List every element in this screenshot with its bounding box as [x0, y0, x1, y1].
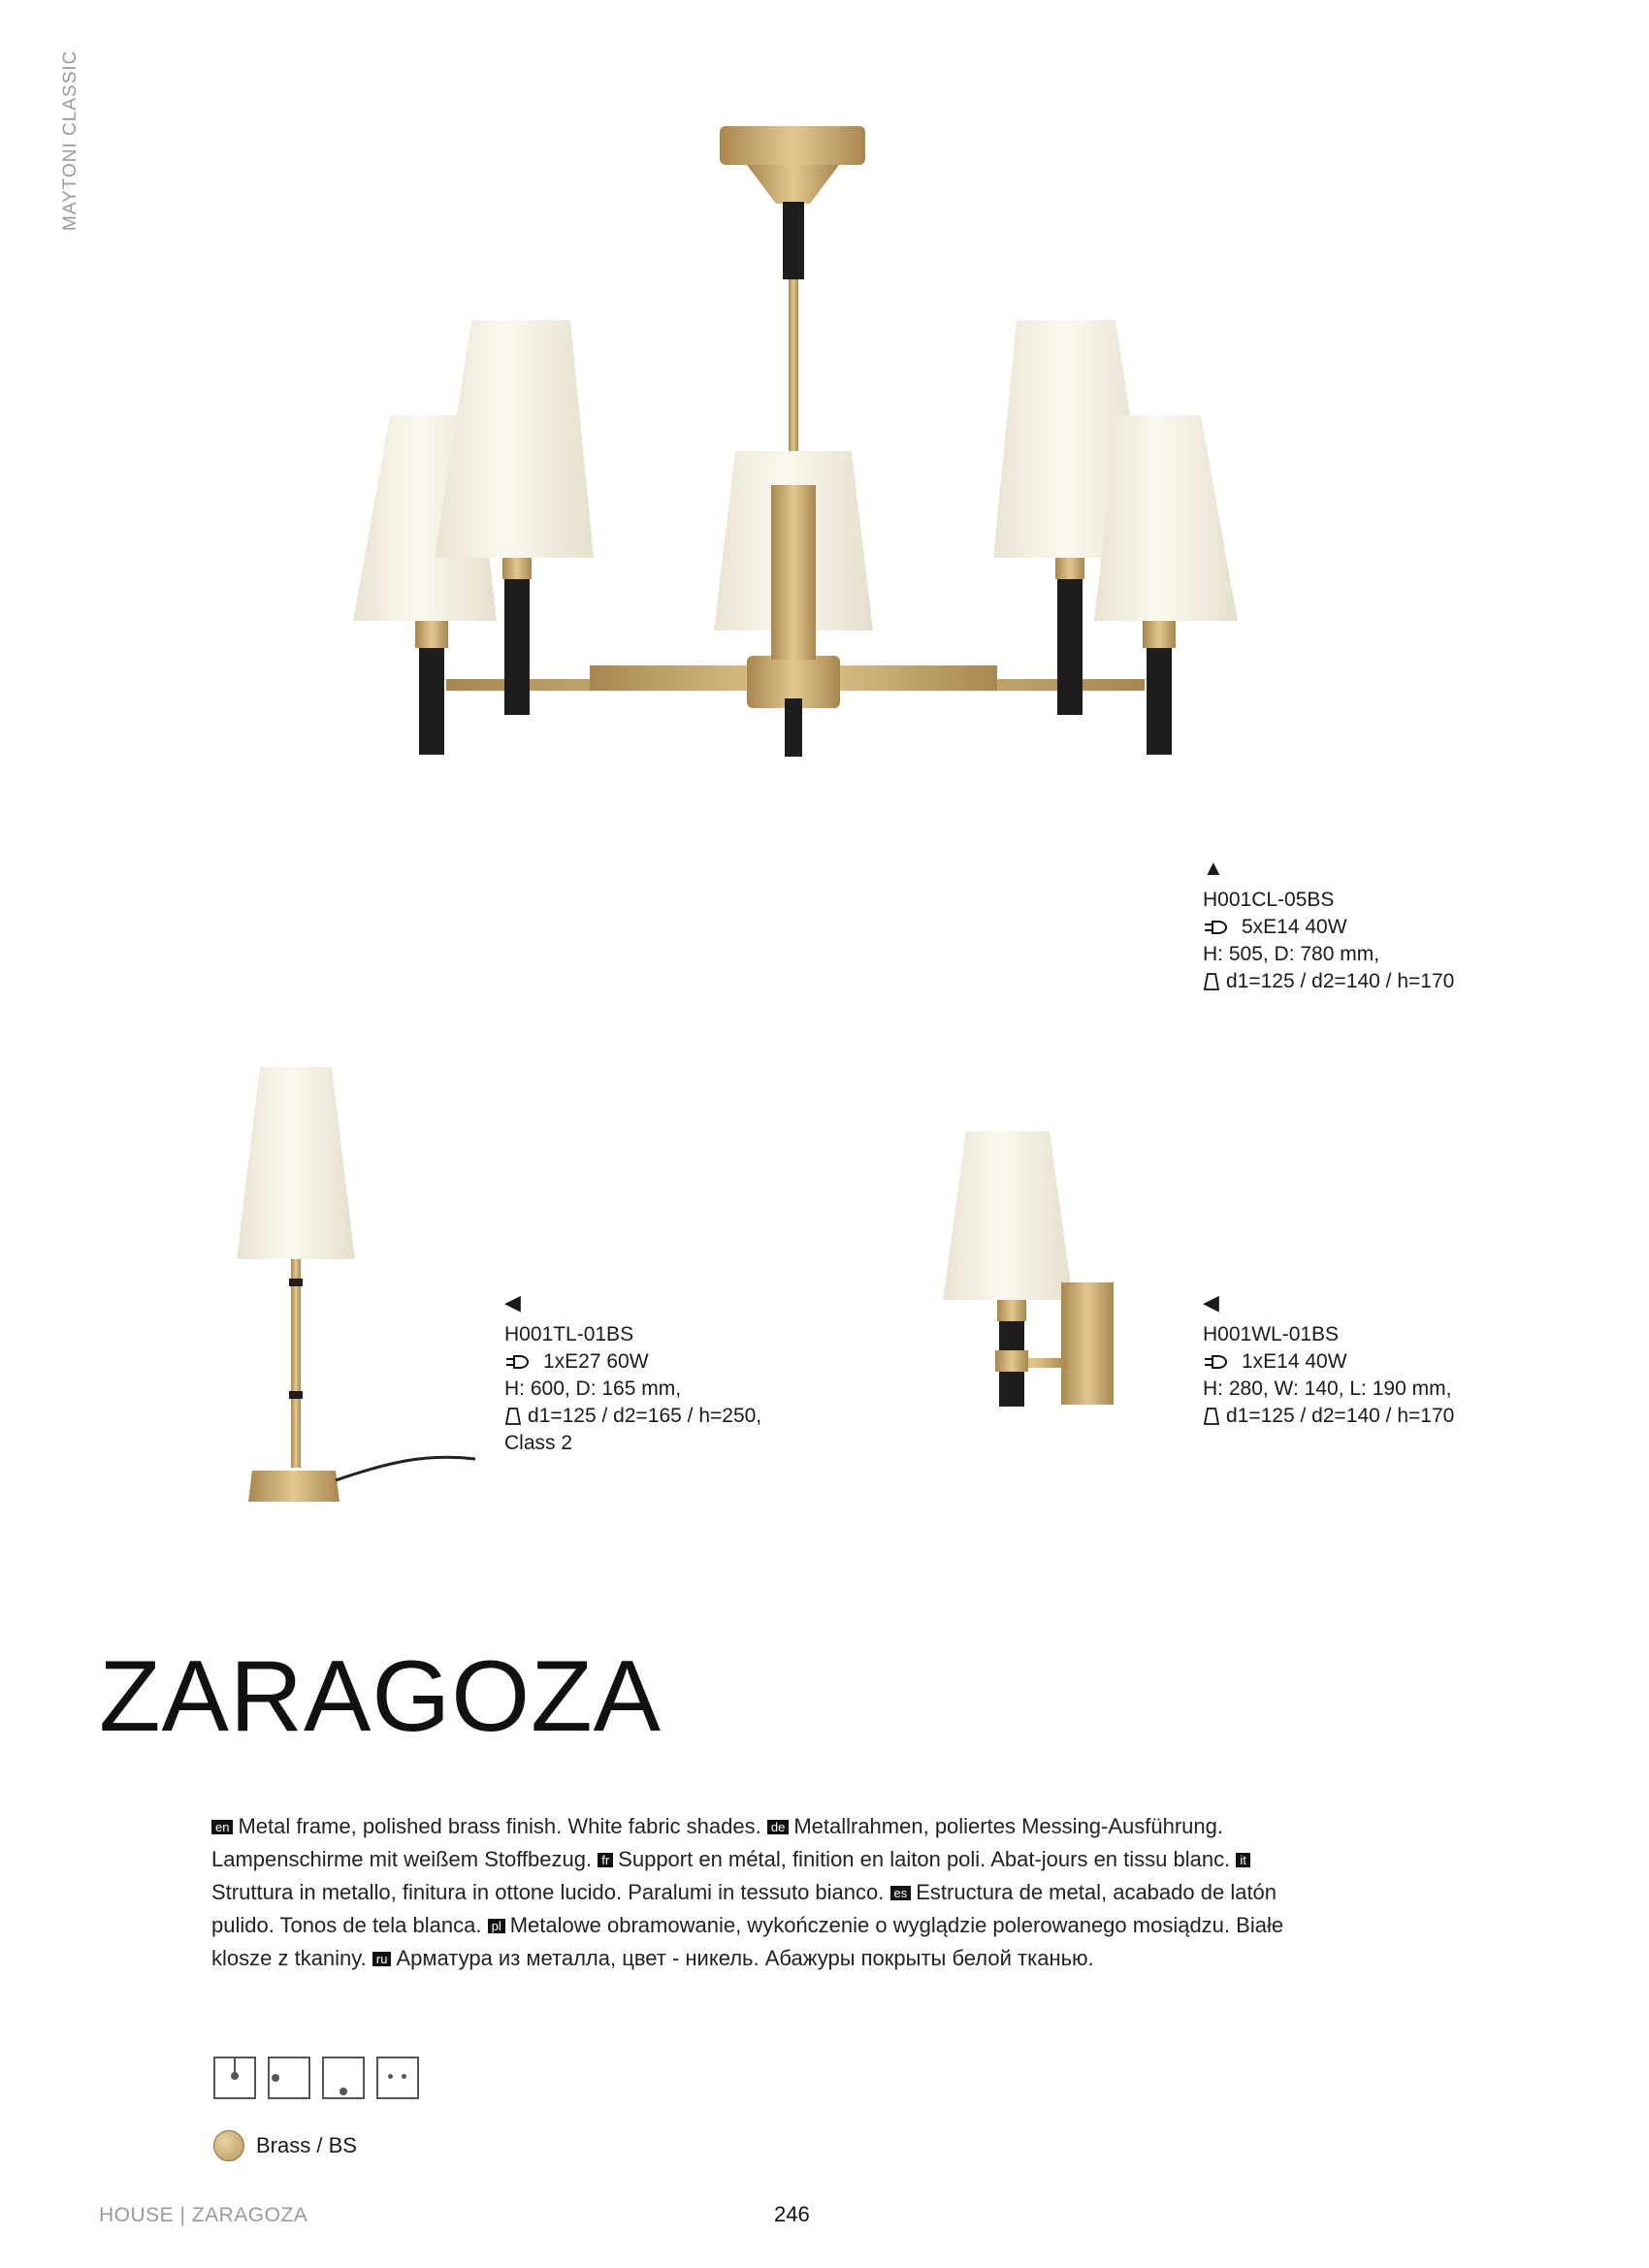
description-fr: Support en métal, finition en laiton poli. Abat-jours en tissu blanc. — [618, 1847, 1231, 1871]
lang-tag-it: it — [1236, 1853, 1250, 1867]
brass-swatch-icon — [213, 2130, 244, 2161]
description-it: Struttura in metallo, finitura in ottone lucido. Paralumi in tessuto bianco. — [211, 1880, 885, 1904]
multilingual-description — [211, 1810, 1298, 1975]
product-code: H001CL-05BS — [1203, 889, 1335, 911]
electrical-class: Class 2 — [504, 1432, 573, 1454]
description-es: Estructura de metal, acabado de latón pulido. Tonos de tela blanca. — [211, 1880, 1277, 1937]
shade-dimensions: d1=125 / d2=140 / h=170 — [1226, 1405, 1455, 1427]
wall-mount-icon — [268, 2057, 310, 2099]
up-arrow-icon: ▲ — [1203, 856, 1224, 880]
shade-dimensions: d1=125 / d2=165 / h=250, — [528, 1405, 762, 1427]
bulb-spec: 1xE14 40W — [1242, 1350, 1347, 1373]
mount-type-icons — [213, 2057, 419, 2099]
description-pl: Metalowe obramowanie, wykończenie o wyglądzie polerowanego mosiądzu. Białe klosze z tkaniny. — [211, 1913, 1284, 1970]
lang-tag-pl: pl — [488, 1919, 505, 1933]
left-arrow-icon: ◀ — [504, 1290, 521, 1314]
shade-dimensions: d1=125 / d2=140 / h=170 — [1226, 970, 1455, 992]
table-lamp-spec — [504, 1288, 761, 1457]
lang-tag-en: en — [211, 1820, 233, 1834]
bulb-icon — [1203, 919, 1236, 936]
chandelier-spec — [1203, 854, 1454, 995]
chandelier-image — [330, 116, 1261, 776]
bulb-icon — [1203, 1353, 1236, 1371]
wall-lamp-spec — [1203, 1288, 1454, 1430]
lang-tag-de: de — [767, 1820, 789, 1834]
lang-tag-ru: ru — [372, 1952, 392, 1966]
ceiling-mount-icon — [213, 2057, 256, 2099]
floor-mount-icon — [322, 2057, 365, 2099]
shade-icon — [1203, 972, 1220, 991]
bulb-icon — [504, 1353, 537, 1371]
finish-swatch-row — [213, 2130, 357, 2161]
page-number: 246 — [774, 2202, 810, 2226]
left-arrow-icon: ◀ — [1203, 1290, 1219, 1314]
product-code: H001WL-01BS — [1203, 1323, 1340, 1345]
lang-tag-es: es — [890, 1886, 912, 1900]
lang-tag-fr: fr — [598, 1853, 613, 1867]
bulb-spec: 5xE14 40W — [1242, 916, 1347, 938]
brand-vertical-label: MAYTONI CLASSIC — [60, 49, 81, 231]
product-code: H001TL-01BS — [504, 1323, 634, 1345]
dimensions: H: 280, W: 140, L: 190 mm, — [1203, 1377, 1452, 1400]
dimensions: H: 505, D: 780 mm, — [1203, 943, 1380, 965]
footer-section-label: HOUSE | ZARAGOZA — [99, 2204, 308, 2226]
table-mount-icon — [376, 2057, 419, 2099]
shade-icon — [1203, 1407, 1220, 1426]
collection-title: ZARAGOZA — [99, 1640, 663, 1753]
dimensions: H: 600, D: 165 mm, — [504, 1377, 682, 1400]
shade-icon — [504, 1407, 522, 1426]
wall-lamp-image — [931, 1125, 1145, 1416]
description-ru: Арматура из металла, цвет - никель. Абажуры покрыты белой тканью. — [396, 1946, 1094, 1970]
bulb-spec: 1xE27 60W — [543, 1350, 649, 1373]
description-en: Metal frame, polished brass finish. White fabric shades. — [238, 1814, 761, 1838]
finish-label: Brass / BS — [256, 2133, 357, 2157]
description-de: Metallrahmen, poliertes Messing-Ausführung. Lampenschirme mit weißem Stoffbezug. — [211, 1814, 1223, 1871]
table-lamp-image — [231, 1063, 483, 1529]
